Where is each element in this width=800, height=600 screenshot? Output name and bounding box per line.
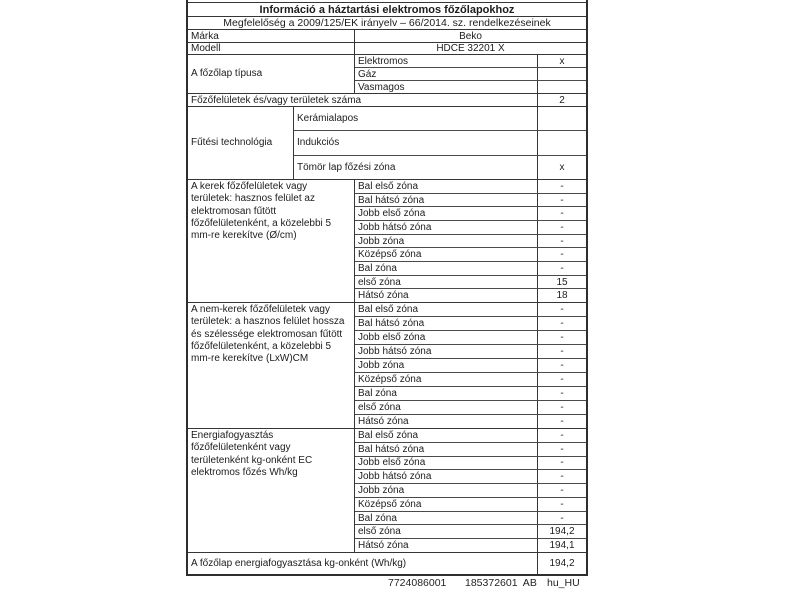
zone-value: - <box>537 248 586 261</box>
table-title: Információ a háztartási elektromos főzőlapokhoz <box>188 3 586 17</box>
zone-value: - <box>537 303 586 316</box>
zone-label: Középső zóna <box>358 498 422 510</box>
zone-label: első zóna <box>358 276 401 288</box>
zone-value: - <box>537 401 586 414</box>
zone-label: Jobb első zóna <box>358 332 426 343</box>
nonround-surfaces-section <box>188 303 586 429</box>
zone-row <box>294 107 586 130</box>
table-subtitle: Megfelelőség a 2009/125/EK irányelv – 66/2014. sz. rendelkezéseinek <box>188 17 586 30</box>
zone-row <box>355 220 586 234</box>
zone-row <box>355 469 586 483</box>
zone-label: Elektromos <box>358 55 409 67</box>
zone-row <box>355 414 586 428</box>
brand-value: Beko <box>459 30 482 42</box>
zone-row <box>355 511 586 525</box>
zone-row <box>355 344 586 358</box>
zone-label: Vasmagos <box>358 81 405 93</box>
zone-row <box>355 303 586 316</box>
zone-value: - <box>537 317 586 330</box>
zone-label: Hátsó zóna <box>358 540 409 552</box>
zone-label: Bal zóna <box>358 388 397 399</box>
heating-tech-section-label: Fűtési technológia <box>188 107 294 179</box>
brand-row <box>188 30 586 43</box>
heating-tech-section <box>188 107 586 180</box>
zone-value: - <box>537 194 586 207</box>
zone-row <box>355 330 586 344</box>
zone-label: Bal zóna <box>358 262 397 274</box>
zone-label: Bal első zóna <box>358 180 419 192</box>
zone-label: Hátsó zóna <box>358 290 409 302</box>
zone-value <box>537 68 586 80</box>
zone-label: Jobb zóna <box>358 485 405 497</box>
zone-row <box>355 206 586 220</box>
total-energy-label: A főzőlap energiafogyasztása kg-onként (Wh/kg) <box>191 558 407 569</box>
model-row <box>188 43 586 55</box>
model-value: HDCE 32201 X <box>436 43 505 54</box>
zone-label: Jobb zóna <box>358 360 405 371</box>
zone-value: - <box>537 359 586 372</box>
zone-row <box>355 400 586 414</box>
zone-row <box>355 55 586 67</box>
zone-label: első zóna <box>358 402 401 413</box>
zone-row <box>355 442 586 456</box>
zone-row <box>355 372 586 386</box>
zone-label: Bal hátsó zóna <box>358 318 425 329</box>
zone-value: - <box>537 180 586 193</box>
zone-label: Jobb zóna <box>358 235 405 247</box>
zone-row <box>294 130 586 154</box>
zone-value: - <box>537 235 586 248</box>
zone-value <box>537 107 586 130</box>
zone-row <box>294 155 586 179</box>
zone-row <box>355 247 586 261</box>
footer-codes <box>0 577 800 593</box>
zone-label: Bal első zóna <box>358 304 419 315</box>
zone-value: 18 <box>537 289 586 302</box>
zone-row <box>355 193 586 207</box>
zone-row <box>355 429 586 442</box>
surfaces-count-label: Főzőfelületek és/vagy területek száma <box>191 94 362 106</box>
zone-value: 15 <box>537 276 586 289</box>
zone-label: Bal hátsó zóna <box>358 194 425 206</box>
zone-row <box>355 497 586 511</box>
surfaces-count-value: 2 <box>537 94 586 106</box>
energy-consumption-section <box>188 429 586 553</box>
nonround-surfaces-rows <box>355 303 586 428</box>
hob-type-section-label: A főzőlap típusa <box>188 55 355 93</box>
zone-value: - <box>537 512 586 525</box>
zone-value: x <box>537 156 586 179</box>
zone-value: 194,2 <box>537 525 586 538</box>
zone-value: - <box>537 387 586 400</box>
zone-value: - <box>537 221 586 234</box>
zone-value <box>537 131 586 154</box>
hob-type-rows <box>355 55 586 93</box>
zone-row <box>355 538 586 552</box>
zone-value: - <box>537 207 586 220</box>
energy-consumption-rows <box>355 429 586 552</box>
zone-value: - <box>537 470 586 483</box>
hob-type-section <box>188 55 586 94</box>
round-surfaces-section-label: A kerek főzőfelületek vagy területek: hasznos felület az elektromosan fűtött főzőfelületenként, a közelebbi 5 mm-re kerekítve (Ø/cm) <box>188 180 355 302</box>
zone-row <box>355 386 586 400</box>
zone-value: 194,1 <box>537 539 586 552</box>
zone-label: Középső zóna <box>358 249 422 261</box>
zone-label: Bal első zóna <box>358 429 419 441</box>
zone-row <box>355 261 586 275</box>
zone-label: első zóna <box>358 526 401 538</box>
nonround-surfaces-section-label: A nem-kerek főzőfelületek vagy területek: a hasznos felület hossza és szélessége elektromosan fűtött főzőfelületenként, a közelebbi 5 mm-re kerekítve (LxW)CM <box>188 303 355 428</box>
zone-value: - <box>537 262 586 275</box>
zone-label: Jobb első zóna <box>358 457 426 469</box>
zone-row <box>355 234 586 248</box>
zone-row <box>355 288 586 302</box>
zone-row <box>355 456 586 470</box>
total-energy-value: 194,2 <box>537 553 586 574</box>
footer-code-1: 7724086001 <box>388 577 447 589</box>
footer-code-2: 185372601 AB <box>465 577 537 589</box>
round-surfaces-section <box>188 180 586 303</box>
zone-value <box>537 81 586 93</box>
zone-label: Középső zóna <box>358 374 422 385</box>
zone-value: - <box>537 345 586 358</box>
zone-label: Jobb első zóna <box>358 208 426 220</box>
zone-value: - <box>537 498 586 511</box>
zone-value: - <box>537 484 586 497</box>
zone-label: Gáz <box>358 68 377 80</box>
zone-label: Bal zóna <box>358 512 397 524</box>
heating-tech-rows <box>294 107 586 179</box>
zone-row <box>355 316 586 330</box>
zone-row <box>355 67 586 80</box>
zone-row <box>355 524 586 538</box>
zone-row <box>355 358 586 372</box>
zone-row <box>355 275 586 289</box>
zone-value: - <box>537 429 586 442</box>
zone-label: Hátsó zóna <box>358 416 409 427</box>
zone-value: - <box>537 457 586 470</box>
surfaces-count-row <box>188 94 586 107</box>
zone-label: Indukciós <box>297 137 340 149</box>
zone-value: - <box>537 443 586 456</box>
zone-row <box>355 483 586 497</box>
round-surfaces-rows <box>355 180 586 302</box>
energy-consumption-section-label: Energiafogyasztás főzőfelületenként vagy területenként kg-onként EC elektromos főzés Wh/kg <box>188 429 355 552</box>
zone-label: Jobb hátsó zóna <box>358 346 432 357</box>
zone-value: - <box>537 331 586 344</box>
zone-label: Jobb hátsó zóna <box>358 221 432 233</box>
brand-label: Márka <box>188 30 355 42</box>
zone-value: x <box>537 55 586 67</box>
zone-row <box>355 180 586 193</box>
zone-label: Kerámialapos <box>297 113 359 125</box>
zone-label: Bal hátsó zóna <box>358 443 425 455</box>
zone-value: - <box>537 415 586 428</box>
zone-row <box>355 80 586 93</box>
zone-value: - <box>537 373 586 386</box>
energy-info-table <box>186 0 588 576</box>
total-energy-row <box>188 553 586 574</box>
footer-locale: hu_HU <box>547 577 580 589</box>
zone-label: Tömör lap főzési zóna <box>297 161 396 173</box>
model-label: Modell <box>188 43 355 54</box>
zone-label: Jobb hátsó zóna <box>358 471 432 483</box>
